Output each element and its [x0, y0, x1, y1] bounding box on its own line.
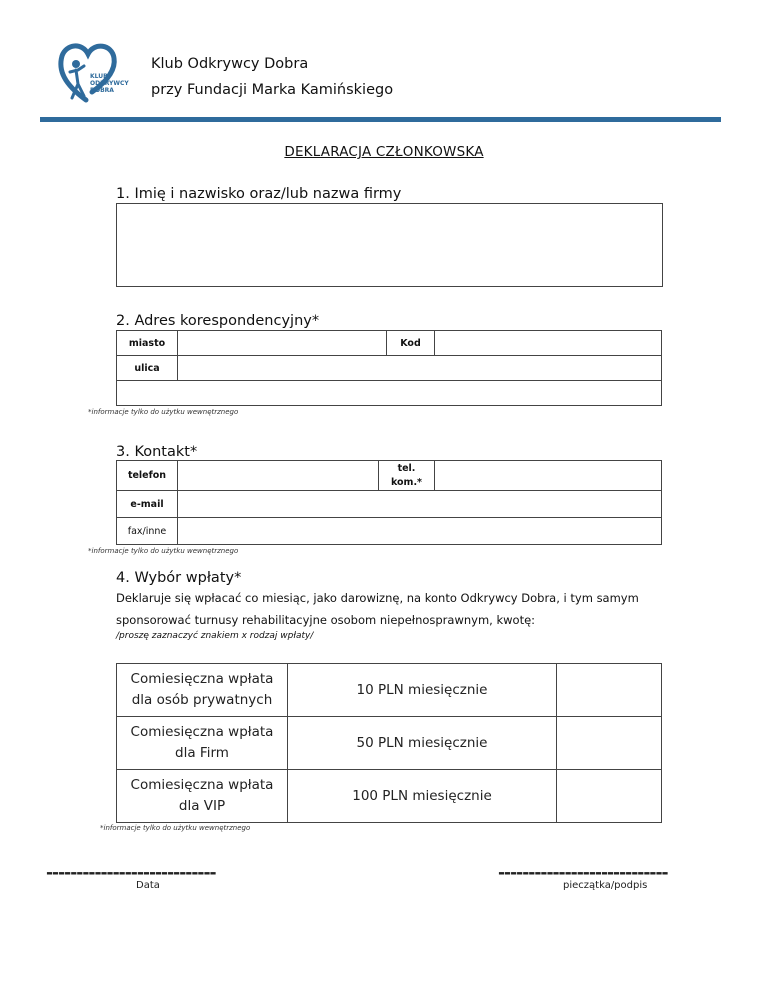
- postcode-field[interactable]: [435, 331, 662, 356]
- declaration-line2: sponsorować turnusy rehabilitacyjne osobom niepełnosprawnym, kwotę:: [116, 613, 536, 627]
- club-logo: [56, 40, 134, 110]
- stamp-label: pieczątka/podpis: [563, 880, 648, 891]
- date-label: Data: [136, 880, 160, 891]
- payment-row-private: [117, 664, 662, 717]
- email-field[interactable]: [178, 491, 662, 518]
- city-label: miasto: [117, 331, 178, 356]
- payment-checkbox-vip[interactable]: [557, 770, 662, 823]
- fax-field[interactable]: [178, 518, 662, 545]
- section4-note: *informacje tylko do użytku wewnętrznego: [100, 824, 251, 832]
- payment-row-vip: [117, 770, 662, 823]
- street-field[interactable]: [178, 356, 662, 381]
- mobile-field[interactable]: [435, 461, 662, 491]
- address-extra-field[interactable]: [117, 381, 662, 406]
- fax-label: fax/inne: [117, 518, 178, 545]
- payment-checkbox-private[interactable]: [557, 664, 662, 717]
- section3-heading: 3. Kontakt*: [116, 444, 198, 460]
- phone-field[interactable]: [178, 461, 379, 491]
- declaration-line1: Deklaruje się wpłacać co miesiąc, jako darowiznę, na konto Odkrywcy Dobra, i tym samym: [116, 591, 639, 605]
- payment-type-firm: Comiesięczna wpłata dla Firm: [117, 717, 288, 770]
- stamp-signature-line: ----------------------------: [498, 863, 668, 883]
- street-label: ulica: [117, 356, 178, 381]
- page-title: DEKLARACJA CZŁONKOWSKA: [284, 144, 484, 160]
- org-name-line1: Klub Odkrywcy Dobra: [151, 56, 309, 72]
- header-divider: [40, 117, 721, 122]
- phone-label: telefon: [117, 461, 178, 491]
- city-field[interactable]: [178, 331, 387, 356]
- payment-checkbox-firm[interactable]: [557, 717, 662, 770]
- section2-note: *informacje tylko do użytku wewnętrznego: [88, 408, 239, 416]
- payment-type-private: Comiesięczna wpłata dla osób prywatnych: [117, 664, 288, 717]
- payment-amount-private: 10 PLN miesięcznie: [288, 664, 557, 717]
- payment-type-vip: Comiesięczna wpłata dla VIP: [117, 770, 288, 823]
- section3-note: *informacje tylko do użytku wewnętrznego: [88, 547, 239, 555]
- contact-table: [116, 460, 662, 545]
- address-table: [116, 330, 662, 406]
- svg-text:DOBRA: DOBRA: [90, 87, 114, 94]
- postcode-label: Kod: [387, 331, 435, 356]
- org-name-line2: przy Fundacji Marka Kamińskiego: [151, 82, 394, 98]
- payment-instruction: /proszę zaznaczyć znakiem x rodzaj wpłaty/: [116, 631, 314, 641]
- payment-options-table: [116, 663, 662, 823]
- payment-row-firm: [117, 717, 662, 770]
- section2-heading: 2. Adres korespondencyjny*: [116, 313, 320, 329]
- section1-heading: 1. Imię i nazwisko oraz/lub nazwa firmy: [116, 186, 402, 202]
- name-input-box[interactable]: [116, 203, 663, 287]
- mobile-label: tel. kom.*: [379, 461, 435, 491]
- date-signature-line: ----------------------------: [46, 863, 216, 883]
- payment-amount-vip: 100 PLN miesięcznie: [288, 770, 557, 823]
- logo-text: KLUB: [90, 73, 108, 80]
- payment-amount-firm: 50 PLN miesięcznie: [288, 717, 557, 770]
- email-label: e-mail: [117, 491, 178, 518]
- section4-heading: 4. Wybór wpłaty*: [116, 570, 242, 586]
- svg-text:ODKRYWCY: ODKRYWCY: [90, 80, 129, 87]
